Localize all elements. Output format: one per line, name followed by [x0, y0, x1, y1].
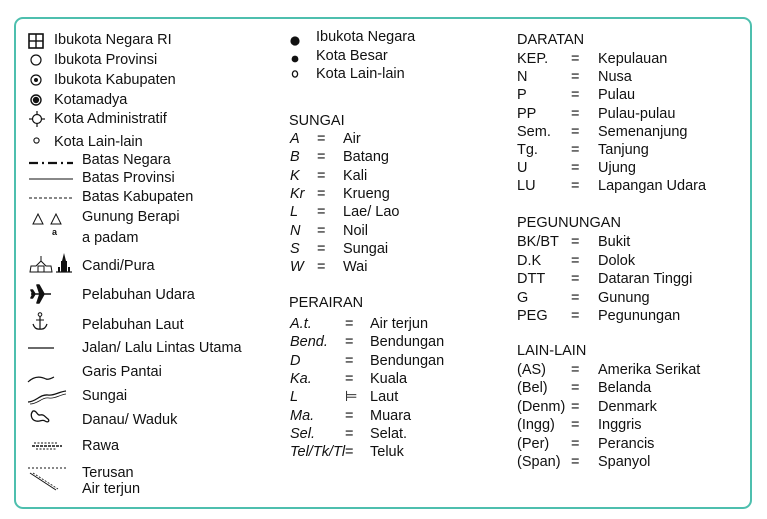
section-heading-daratan: DARATAN — [517, 32, 585, 48]
section-heading-lainlain: LAIN-LAIN — [517, 343, 587, 359]
abbreviation: N — [290, 222, 301, 239]
equals-sign: = — [317, 222, 326, 239]
volcano-triangles-icon — [32, 211, 62, 225]
equals-sign: = — [571, 234, 580, 250]
equals-sign: = — [571, 87, 580, 104]
abbreviation: (Span) — [517, 454, 561, 470]
equals-sign: = — [571, 435, 580, 452]
legend-label-coastline: Garis Pantai — [82, 364, 162, 380]
meaning: Inggris — [598, 417, 642, 434]
dotted-circle-icon — [30, 74, 42, 86]
equals-sign: = — [345, 407, 354, 424]
abbreviation: Sem. — [517, 123, 551, 140]
meaning: Selat. — [370, 425, 408, 442]
abbreviation: W — [290, 259, 304, 276]
medium-dot-icon — [291, 55, 299, 63]
abbreviation: PEG — [517, 308, 548, 324]
legend-label-border-province: Batas Provinsi — [82, 170, 175, 186]
equals-sign: = — [571, 289, 580, 306]
meaning: Tanjung — [598, 142, 649, 158]
meaning: Dolok — [598, 252, 636, 269]
city-label-big-city: Kota Besar — [316, 48, 388, 64]
meaning: Denmark — [598, 398, 657, 415]
equals-sign: = — [571, 362, 580, 378]
abbreviation: U — [517, 160, 528, 177]
meaning: Air — [343, 131, 361, 147]
small-ring-icon — [291, 70, 299, 78]
abbreviation: L — [290, 389, 299, 406]
abbreviation: S — [290, 240, 300, 257]
abbreviation: (AS) — [517, 362, 546, 378]
thin-line-icon — [29, 178, 73, 180]
abbreviation: BK/BT — [517, 234, 559, 250]
legend-label-border-country: Batas Negara — [82, 152, 171, 168]
legend-label-seaport: Pelabuhan Laut — [82, 317, 184, 333]
meaning: Krueng — [343, 185, 390, 202]
road-line-icon — [28, 347, 54, 349]
abbreviation: B — [290, 149, 300, 166]
meaning: Pulau — [598, 87, 636, 104]
city-label-capital: Ibukota Negara — [316, 29, 416, 45]
dashed-line-icon — [29, 197, 73, 199]
meaning: Teluk — [370, 444, 404, 461]
equals-sign: = — [317, 240, 326, 257]
capital-grid-icon — [28, 33, 44, 49]
abbreviation: Bend. — [290, 334, 328, 351]
abbreviation: Kr — [290, 185, 305, 202]
meaning: Wai — [343, 259, 368, 276]
abbreviation: Tg. — [517, 142, 538, 158]
abbreviation: (Denm) — [517, 398, 566, 415]
legend-label-waterfall: Air terjun — [82, 481, 141, 497]
abbreviation: KEP. — [517, 51, 549, 67]
meaning: Kuala — [370, 370, 408, 387]
abbreviation: P — [517, 87, 527, 104]
equals-sign: = — [571, 69, 580, 86]
meaning: Bukit — [598, 234, 631, 250]
equals-sign: = — [571, 123, 580, 140]
anchor-icon — [31, 312, 49, 332]
abbreviation: Tel/Tk/Tl — [290, 444, 346, 461]
abbreviation: D.K — [517, 252, 542, 269]
legend-label-admin-city: Kota Administratif — [54, 111, 167, 127]
equals-sign: = — [571, 105, 580, 122]
meaning: Kali — [343, 167, 368, 184]
abbreviation: D — [290, 352, 301, 369]
abbreviation: A — [290, 131, 300, 147]
airplane-icon — [30, 283, 52, 305]
equals-sign: = — [571, 178, 580, 195]
legend-label-volcano-inactive: a padam — [82, 230, 139, 246]
legend-label-other-city: Kota Lain-lain — [54, 134, 143, 150]
meaning: Perancis — [598, 435, 655, 452]
equals-sign: = — [317, 204, 326, 221]
equals-sign: = — [571, 417, 580, 434]
section-heading-sungai: SUNGAI — [289, 113, 345, 129]
equals-sign: = — [571, 51, 580, 67]
equals-sign: = — [345, 316, 354, 332]
abbreviation: L — [290, 204, 299, 221]
meaning: Batang — [343, 149, 389, 166]
coastline-icon — [28, 372, 54, 384]
equals-sign: = — [571, 271, 580, 287]
abbreviation: (Bel) — [517, 380, 548, 397]
meaning: Gunung — [598, 289, 650, 306]
abbreviation: DTT — [517, 271, 546, 287]
legend-label-border-regency: Batas Kabupaten — [82, 189, 194, 205]
city-label-other-city: Kota Lain-lain — [316, 66, 405, 82]
swamp-icon — [32, 442, 62, 450]
meaning: Lae/ Lao — [343, 204, 400, 221]
equals-sign: = — [571, 142, 580, 158]
abbreviation: N — [517, 69, 528, 86]
section-heading-pegunungan: PEGUNUNGAN — [517, 215, 621, 231]
abbreviation: Ka. — [290, 370, 312, 387]
legend-label-volcano: Gunung Berapi — [82, 209, 180, 225]
equals-sign: = — [345, 370, 354, 387]
meaning: Kepulauan — [598, 51, 668, 67]
abbreviation: Sel. — [290, 425, 315, 442]
filled-half-circle-icon — [30, 94, 42, 106]
meaning: Pulau-pulau — [598, 105, 676, 122]
meaning: Amerika Serikat — [598, 362, 701, 378]
meaning: Lapangan Udara — [598, 178, 707, 195]
equals-sign: = — [317, 149, 326, 166]
equals-sign: = — [345, 352, 354, 369]
legend-label-canal: Terusan — [82, 465, 134, 481]
meaning: Ujung — [598, 160, 636, 177]
abbreviation: (Ingg) — [517, 417, 555, 434]
legend-label-capital-regency: Ibukota Kabupaten — [54, 72, 176, 88]
equals-sign: ⊨ — [345, 389, 358, 406]
abbreviation: (Per) — [517, 435, 550, 452]
meaning: Sungai — [343, 240, 389, 257]
river-icon — [28, 389, 66, 405]
equals-sign: = — [317, 167, 326, 184]
legend-label-temple: Candi/Pura — [82, 258, 155, 274]
legend-label-main-road: Jalan/ Lalu Lintas Utama — [82, 340, 242, 356]
abbreviation: PP — [517, 105, 537, 122]
meaning: Bendungan — [370, 352, 445, 369]
equals-sign: = — [317, 131, 326, 147]
equals-sign: = — [345, 425, 354, 442]
volcano-inactive-marker: a — [52, 227, 58, 237]
meaning: Nusa — [598, 69, 632, 86]
legend-label-municipality: Kotamadya — [54, 92, 128, 108]
legend-label-capital-province: Ibukota Provinsi — [54, 52, 158, 68]
abbreviation: Ma. — [290, 407, 315, 424]
meaning: Pegunungan — [598, 308, 681, 324]
equals-sign: = — [571, 252, 580, 269]
equals-sign: = — [571, 398, 580, 415]
abbreviation: A.t. — [290, 316, 312, 332]
lake-icon — [29, 408, 51, 426]
meaning: Muara — [370, 407, 412, 424]
equals-sign: = — [571, 160, 580, 177]
meaning: Spanyol — [598, 454, 651, 470]
equals-sign: = — [345, 334, 354, 351]
small-circle-icon — [33, 137, 40, 144]
temple-icon — [28, 253, 74, 273]
legend-label-airport: Pelabuhan Udara — [82, 287, 195, 303]
meaning: Noil — [343, 222, 368, 239]
equals-sign: = — [571, 454, 580, 470]
meaning: Semenanjung — [598, 123, 688, 140]
legend-label-capital-ri: Ibukota Negara RI — [54, 32, 172, 48]
meaning: Air terjun — [370, 316, 429, 332]
open-circle-icon — [30, 54, 42, 66]
large-dot-icon — [290, 36, 300, 46]
equals-sign: = — [317, 259, 326, 276]
legend-label-swamp: Rawa — [82, 438, 120, 454]
abbreviation: LU — [517, 178, 536, 195]
meaning: Bendungan — [370, 334, 445, 351]
abbreviation: K — [290, 167, 300, 184]
equals-sign: = — [571, 380, 580, 397]
meaning: Laut — [370, 389, 399, 406]
abbreviation: G — [517, 289, 529, 306]
waterfall-icon — [28, 466, 68, 492]
equals-sign: = — [571, 308, 580, 324]
legend-label-lake: Danau/ Waduk — [82, 412, 178, 428]
meaning: Dataran Tinggi — [598, 271, 693, 287]
equals-sign: = — [345, 444, 354, 461]
dash-dot-line-icon — [29, 161, 73, 165]
meaning: Belanda — [598, 380, 652, 397]
section-heading-perairan: PERAIRAN — [289, 295, 364, 311]
legend-label-river: Sungai — [82, 388, 128, 404]
equals-sign: = — [317, 185, 326, 202]
crosshair-circle-icon — [29, 111, 45, 127]
